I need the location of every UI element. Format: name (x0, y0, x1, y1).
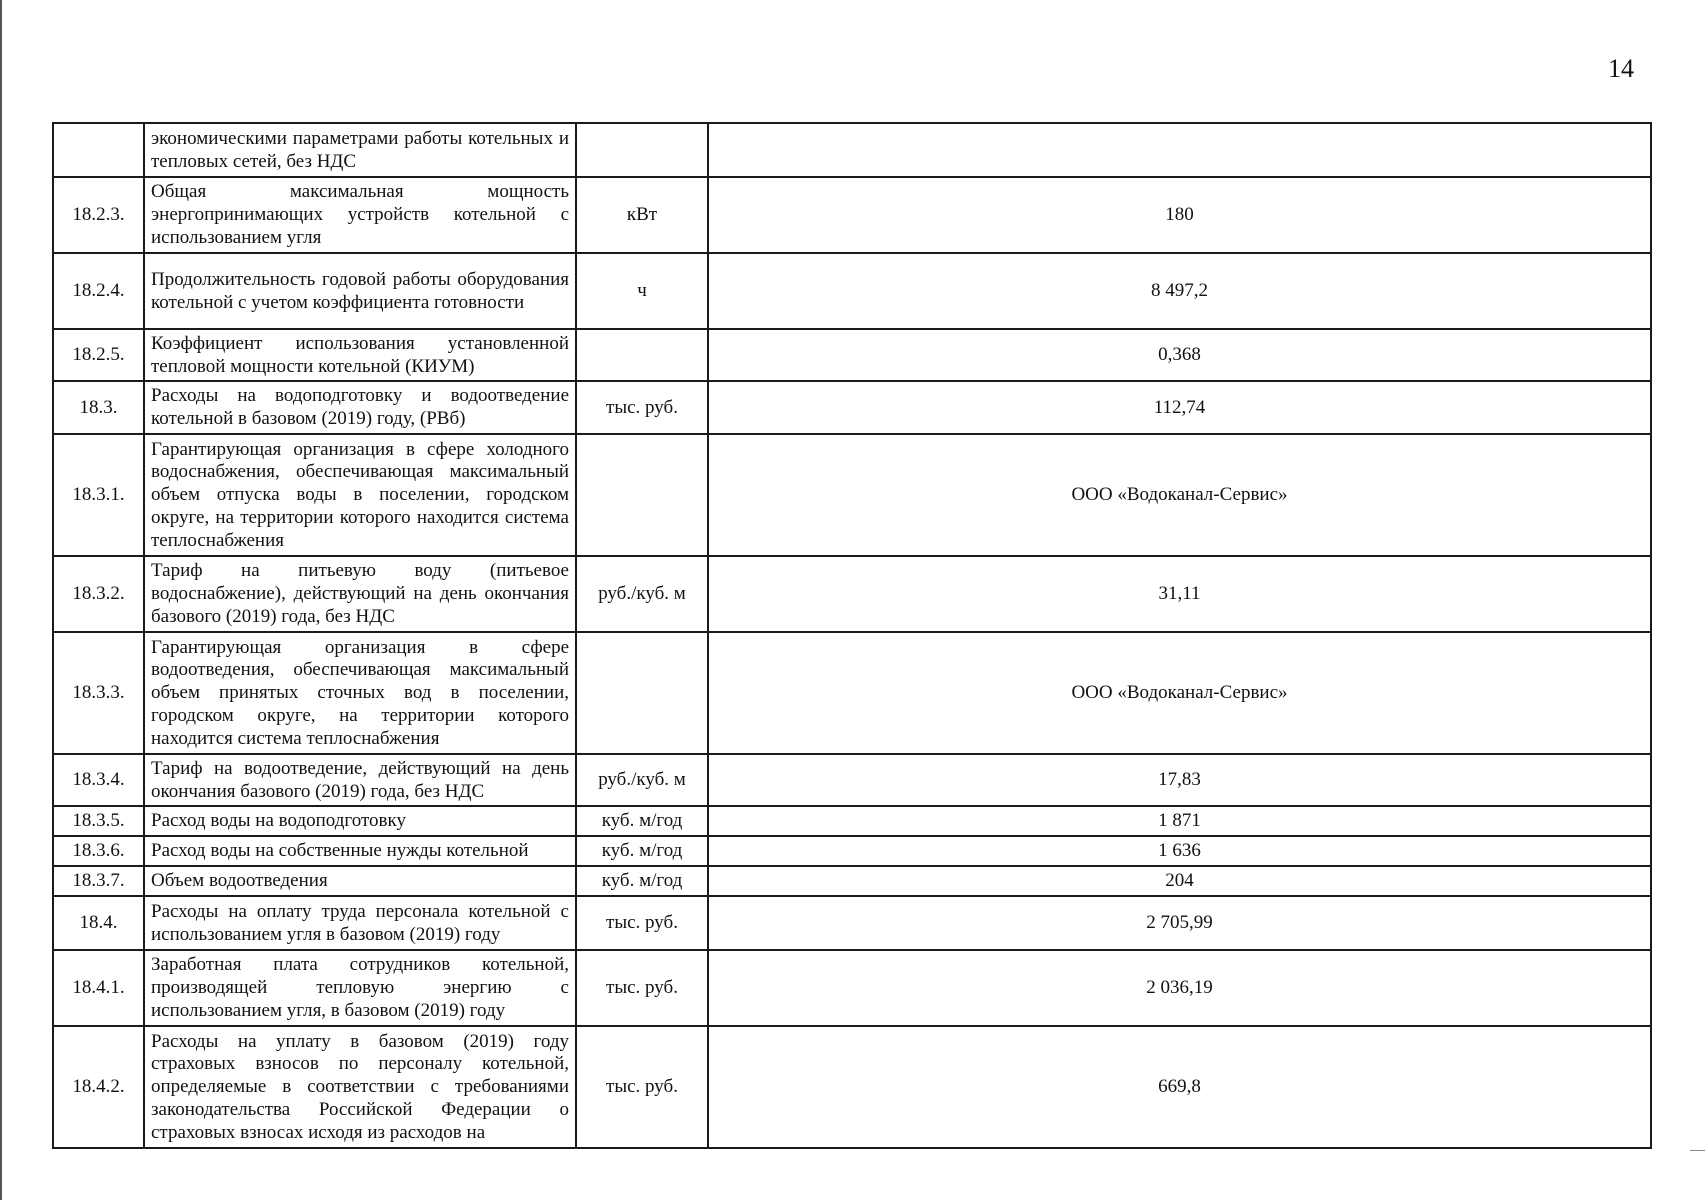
row-number (53, 123, 144, 177)
row-number: 18.3. (53, 381, 144, 434)
row-number: 18.4. (53, 896, 144, 950)
row-value: 31,11 (708, 556, 1651, 632)
table-row (53, 632, 1651, 754)
scan-edge-line (0, 0, 2, 1200)
row-unit (576, 329, 708, 381)
row-value: 8 497,2 (708, 253, 1651, 329)
row-unit: тыс. руб. (576, 896, 708, 950)
row-value: 112,74 (708, 381, 1651, 434)
table-row (53, 754, 1651, 806)
table-row (53, 866, 1651, 896)
table-row (53, 950, 1651, 1026)
row-number: 18.3.3. (53, 632, 144, 754)
row-number: 18.4.1. (53, 950, 144, 1026)
row-number: 18.2.4. (53, 253, 144, 329)
table-row (53, 177, 1651, 253)
row-description: Гарантирующая организация в сфере холодного водоснабжения, обеспечивающая максимальный объем отпуска воды в поселении, городском округе, на территории которого находится система теплоснабжения (144, 434, 576, 556)
table-row (53, 123, 1651, 177)
row-value: 2 705,99 (708, 896, 1651, 950)
row-number: 18.3.5. (53, 806, 144, 836)
row-value: ООО «Водоканал-Сервис» (708, 434, 1651, 556)
row-number: 18.4.2. (53, 1026, 144, 1148)
table-row (53, 381, 1651, 434)
row-description: Общая максимальная мощность энергопринимающих устройств котельной с использованием угля (144, 177, 576, 253)
table-row (53, 1026, 1651, 1148)
row-unit (576, 632, 708, 754)
row-unit: тыс. руб. (576, 381, 708, 434)
row-unit: тыс. руб. (576, 950, 708, 1026)
row-description: экономическими параметрами работы котельных и тепловых сетей, без НДС (144, 123, 576, 177)
row-value: 180 (708, 177, 1651, 253)
row-unit: тыс. руб. (576, 1026, 708, 1148)
row-description: Расход воды на собственные нужды котельной (144, 836, 576, 866)
row-number: 18.3.4. (53, 754, 144, 806)
row-unit: кВт (576, 177, 708, 253)
row-description: Тариф на питьевую воду (питьевое водоснабжение), действующий на день окончания базового (2019) года, без НДС (144, 556, 576, 632)
row-number: 18.3.7. (53, 866, 144, 896)
scan-margin-mark (1690, 1150, 1705, 1151)
page-number: 14 (1608, 54, 1634, 83)
row-value: ООО «Водоканал-Сервис» (708, 632, 1651, 754)
row-description: Заработная плата сотрудников котельной, производящей тепловую энергию с использованием угля, в базовом (2019) году (144, 950, 576, 1026)
table-row (53, 836, 1651, 866)
row-value: 1 636 (708, 836, 1651, 866)
row-value: 0,368 (708, 329, 1651, 381)
row-unit: руб./куб. м (576, 556, 708, 632)
row-value: 204 (708, 866, 1651, 896)
row-unit: куб. м/год (576, 806, 708, 836)
table-row (53, 253, 1651, 329)
row-unit: куб. м/год (576, 836, 708, 866)
row-number: 18.3.2. (53, 556, 144, 632)
row-description: Расходы на оплату труда персонала котельной с использованием угля в базовом (2019) году (144, 896, 576, 950)
row-value: 669,8 (708, 1026, 1651, 1148)
row-description: Гарантирующая организация в сфере водоотведения, обеспечивающая максимальный объем принятых сточных вод в поселении, городском округе, на территории которого находится система теплоснабжения (144, 632, 576, 754)
row-value: 1 871 (708, 806, 1651, 836)
table-row (53, 556, 1651, 632)
row-value: 17,83 (708, 754, 1651, 806)
row-description: Расходы на водоподготовку и водоотведение котельной в базовом (2019) году, (РВб) (144, 381, 576, 434)
row-unit: руб./куб. м (576, 754, 708, 806)
row-number: 18.2.3. (53, 177, 144, 253)
row-description: Продолжительность годовой работы оборудования котельной с учетом коэффициента готовности (144, 253, 576, 329)
row-description: Тариф на водоотведение, действующий на день окончания базового (2019) года, без НДС (144, 754, 576, 806)
table-row (53, 806, 1651, 836)
tariff-parameters-table (52, 122, 1652, 1149)
row-unit: ч (576, 253, 708, 329)
row-description: Расход воды на водоподготовку (144, 806, 576, 836)
row-description: Коэффициент использования установленной тепловой мощности котельной (КИУМ) (144, 329, 576, 381)
row-description: Объем водоотведения (144, 866, 576, 896)
table-row (53, 329, 1651, 381)
row-description: Расходы на уплату в базовом (2019) году страховых взносов по персоналу котельной, определяемые в соответствии с требованиями законодательства Российской Федерации о страховых взносах исходя из расходов на (144, 1026, 576, 1148)
row-value (708, 123, 1651, 177)
row-value: 2 036,19 (708, 950, 1651, 1026)
row-unit (576, 123, 708, 177)
table-row (53, 434, 1651, 556)
row-unit (576, 434, 708, 556)
row-number: 18.3.1. (53, 434, 144, 556)
row-unit: куб. м/год (576, 866, 708, 896)
row-number: 18.3.6. (53, 836, 144, 866)
row-number: 18.2.5. (53, 329, 144, 381)
table-row (53, 896, 1651, 950)
